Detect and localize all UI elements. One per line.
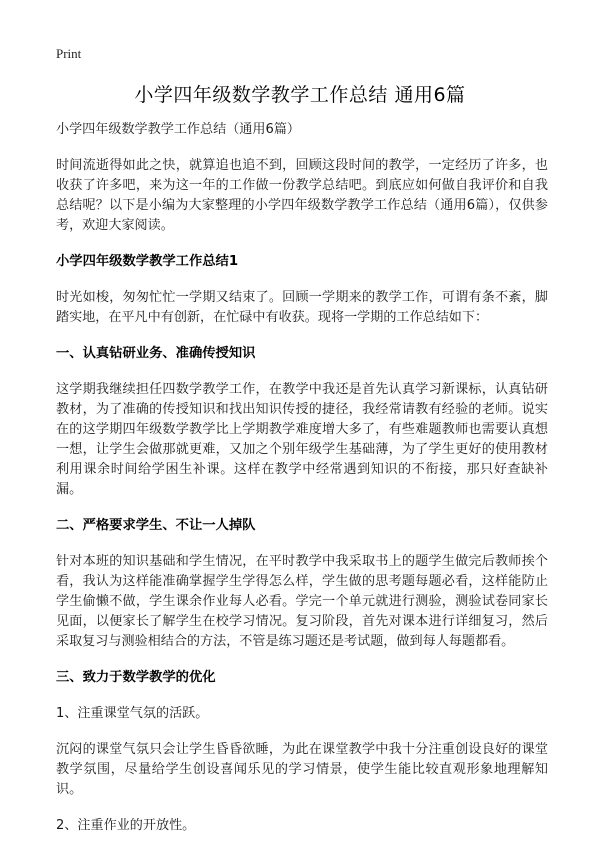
intro-paragraph: 时间流逝得如此之快，就算追也追不到，回顾这段时间的教学，一定经历了许多，也收获了许多吧，来为这一年的工作做一份教学总结吧。到底应如何做自我评价和自我总结呢？以下是小编为大家整理的小学四年级数学教学工作总结（通用6篇），仅供参考，欢迎大家阅读。: [56, 158, 548, 233]
heading-3: 三、致力于数学教学的优化: [56, 670, 216, 685]
article-subtitle: 小学四年级数学教学工作总结（通用6篇）: [56, 122, 301, 137]
heading-2: 二、严格要求学生、不让一人掉队: [56, 518, 256, 533]
section-intro-paragraph: 时光如梭，匆匆忙忙一学期又结束了。回顾一学期来的教学工作，可谓有条不紊，脚踏实地，在平凡中有创新，在忙碌中有收获。现将一学期的工作总结如下：: [56, 290, 548, 325]
paragraph-3: 沉闷的课堂气氛只会让学生昏昏欲睡，为此在课堂教学中我十分注重创设良好的课堂教学氛围，尽量给学生创设喜闻乐见的学习情景，使学生能比较直观形象地理解知识。: [56, 742, 548, 797]
section-title: 小学四年级数学教学工作总结1: [56, 254, 239, 269]
article-body: [56, 120, 548, 852]
print-label[interactable]: Print: [56, 46, 82, 61]
paragraph-2: 针对本班的知识基础和学生情况，在平时教学中我采取书上的题学生做完后教师挨个看，我认为这样能准确掌握学生学得怎么样，学生做的思考题每题必看，这样能防止学生偷懒不做，学生课余作业每人必看。学完一个单元就进行测验，测验试卷同家长见面，以便家长了解学生在校学习情况。复习阶段，首先对课本进行详细复习，然后采取复习与测验相结合的方法，不管是练习题还是考试题，做到每人每题都看。: [56, 554, 548, 649]
list-item-2: 2、注重作业的开放性。: [56, 818, 196, 833]
list-item-1: 1、注重课堂气氛的活跃。: [56, 706, 209, 721]
heading-1: 一、认真钻研业务、准确传授知识: [56, 346, 256, 361]
paragraph-1: 这学期我继续担任四数学教学工作，在教学中我还是首先认真学习新课标，认真钻研教材，为了准确的传授知识和找出知识传授的捷径，我经常请教有经验的老师。说实在的这学期四年级数学教学比上学期教学难度增大多了，有些难题教师也需要认真想一想，让学生会做那就更难，又加之个别年级学生基础薄，为了学生更好的使用教材利用课余时间给学困生补课。这样在教学中经常遇到知识的不衔接，那只好查缺补漏。: [56, 382, 548, 497]
page-title: 小学四年级数学教学工作总结 通用6篇: [134, 84, 466, 106]
